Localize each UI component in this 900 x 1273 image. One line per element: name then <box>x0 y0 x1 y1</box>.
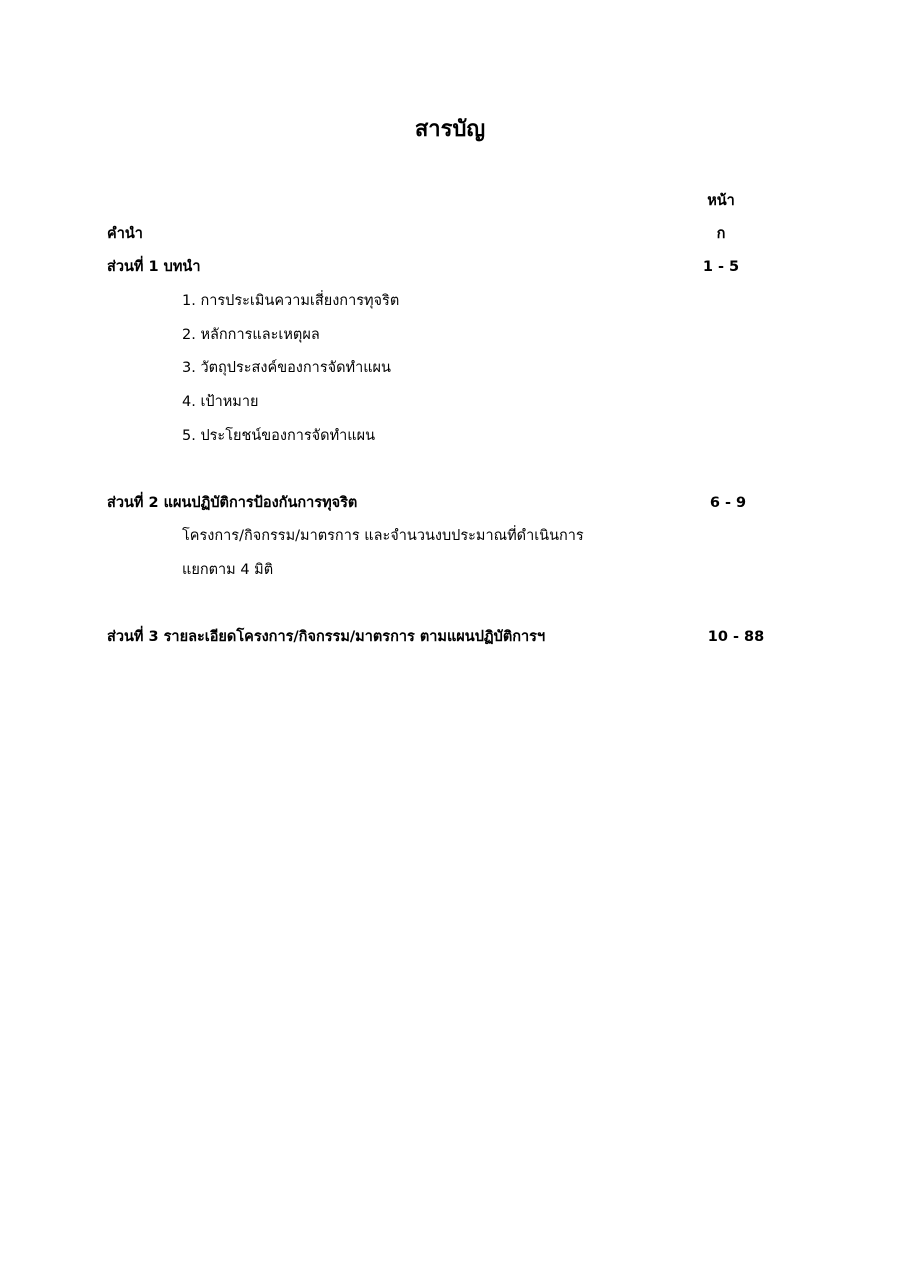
toc-entry-label: ส่วนที่ 2 แผนปฏิบัติการป้องกันการทุจริต <box>107 495 358 511</box>
toc-row <box>0 353 900 383</box>
toc-row <box>0 252 900 282</box>
page-number-header: หน้า <box>707 193 735 209</box>
toc-entry-page: 6 - 9 <box>709 495 747 511</box>
toc-row <box>0 219 900 249</box>
toc-row <box>0 521 900 551</box>
toc-entry-page: 1 - 5 <box>702 259 740 275</box>
toc-entry-label: 5. ประโยชน์ของการจัดทำแผน <box>182 428 376 444</box>
toc-row <box>0 555 900 585</box>
toc-entry-label: แยกตาม 4 มิติ <box>182 562 274 578</box>
toc-row <box>0 387 900 417</box>
toc-row <box>0 421 900 451</box>
toc-entry-page: 10 - 88 <box>707 629 765 645</box>
toc-row <box>0 286 900 316</box>
page-title: สารบัญ <box>414 117 486 142</box>
toc-entry-label: คำนำ <box>107 226 143 242</box>
toc-entry-label: ส่วนที่ 3 รายละเอียดโครงการ/กิจกรรม/มาตรการ ตามแผนปฏิบัติการฯ <box>107 629 546 645</box>
toc-entry-page: ก <box>716 226 726 242</box>
toc-row <box>0 488 900 518</box>
toc-entry-label: 3. วัตถุประสงค์ของการจัดทำแผน <box>182 360 391 376</box>
toc-row <box>0 622 900 652</box>
toc-entry-label: 2. หลักการและเหตุผล <box>182 327 320 343</box>
toc-entry-label: โครงการ/กิจกรรม/มาตรการ และจำนวนงบประมาณที่ดำเนินการ <box>182 528 584 544</box>
toc-entry-label: 4. เป้าหมาย <box>182 394 259 410</box>
toc-row <box>0 320 900 350</box>
toc-entry-label: 1. การประเมินความเสี่ยงการทุจริต <box>182 293 400 309</box>
toc-entry-label: ส่วนที่ 1 บทนำ <box>107 259 201 275</box>
